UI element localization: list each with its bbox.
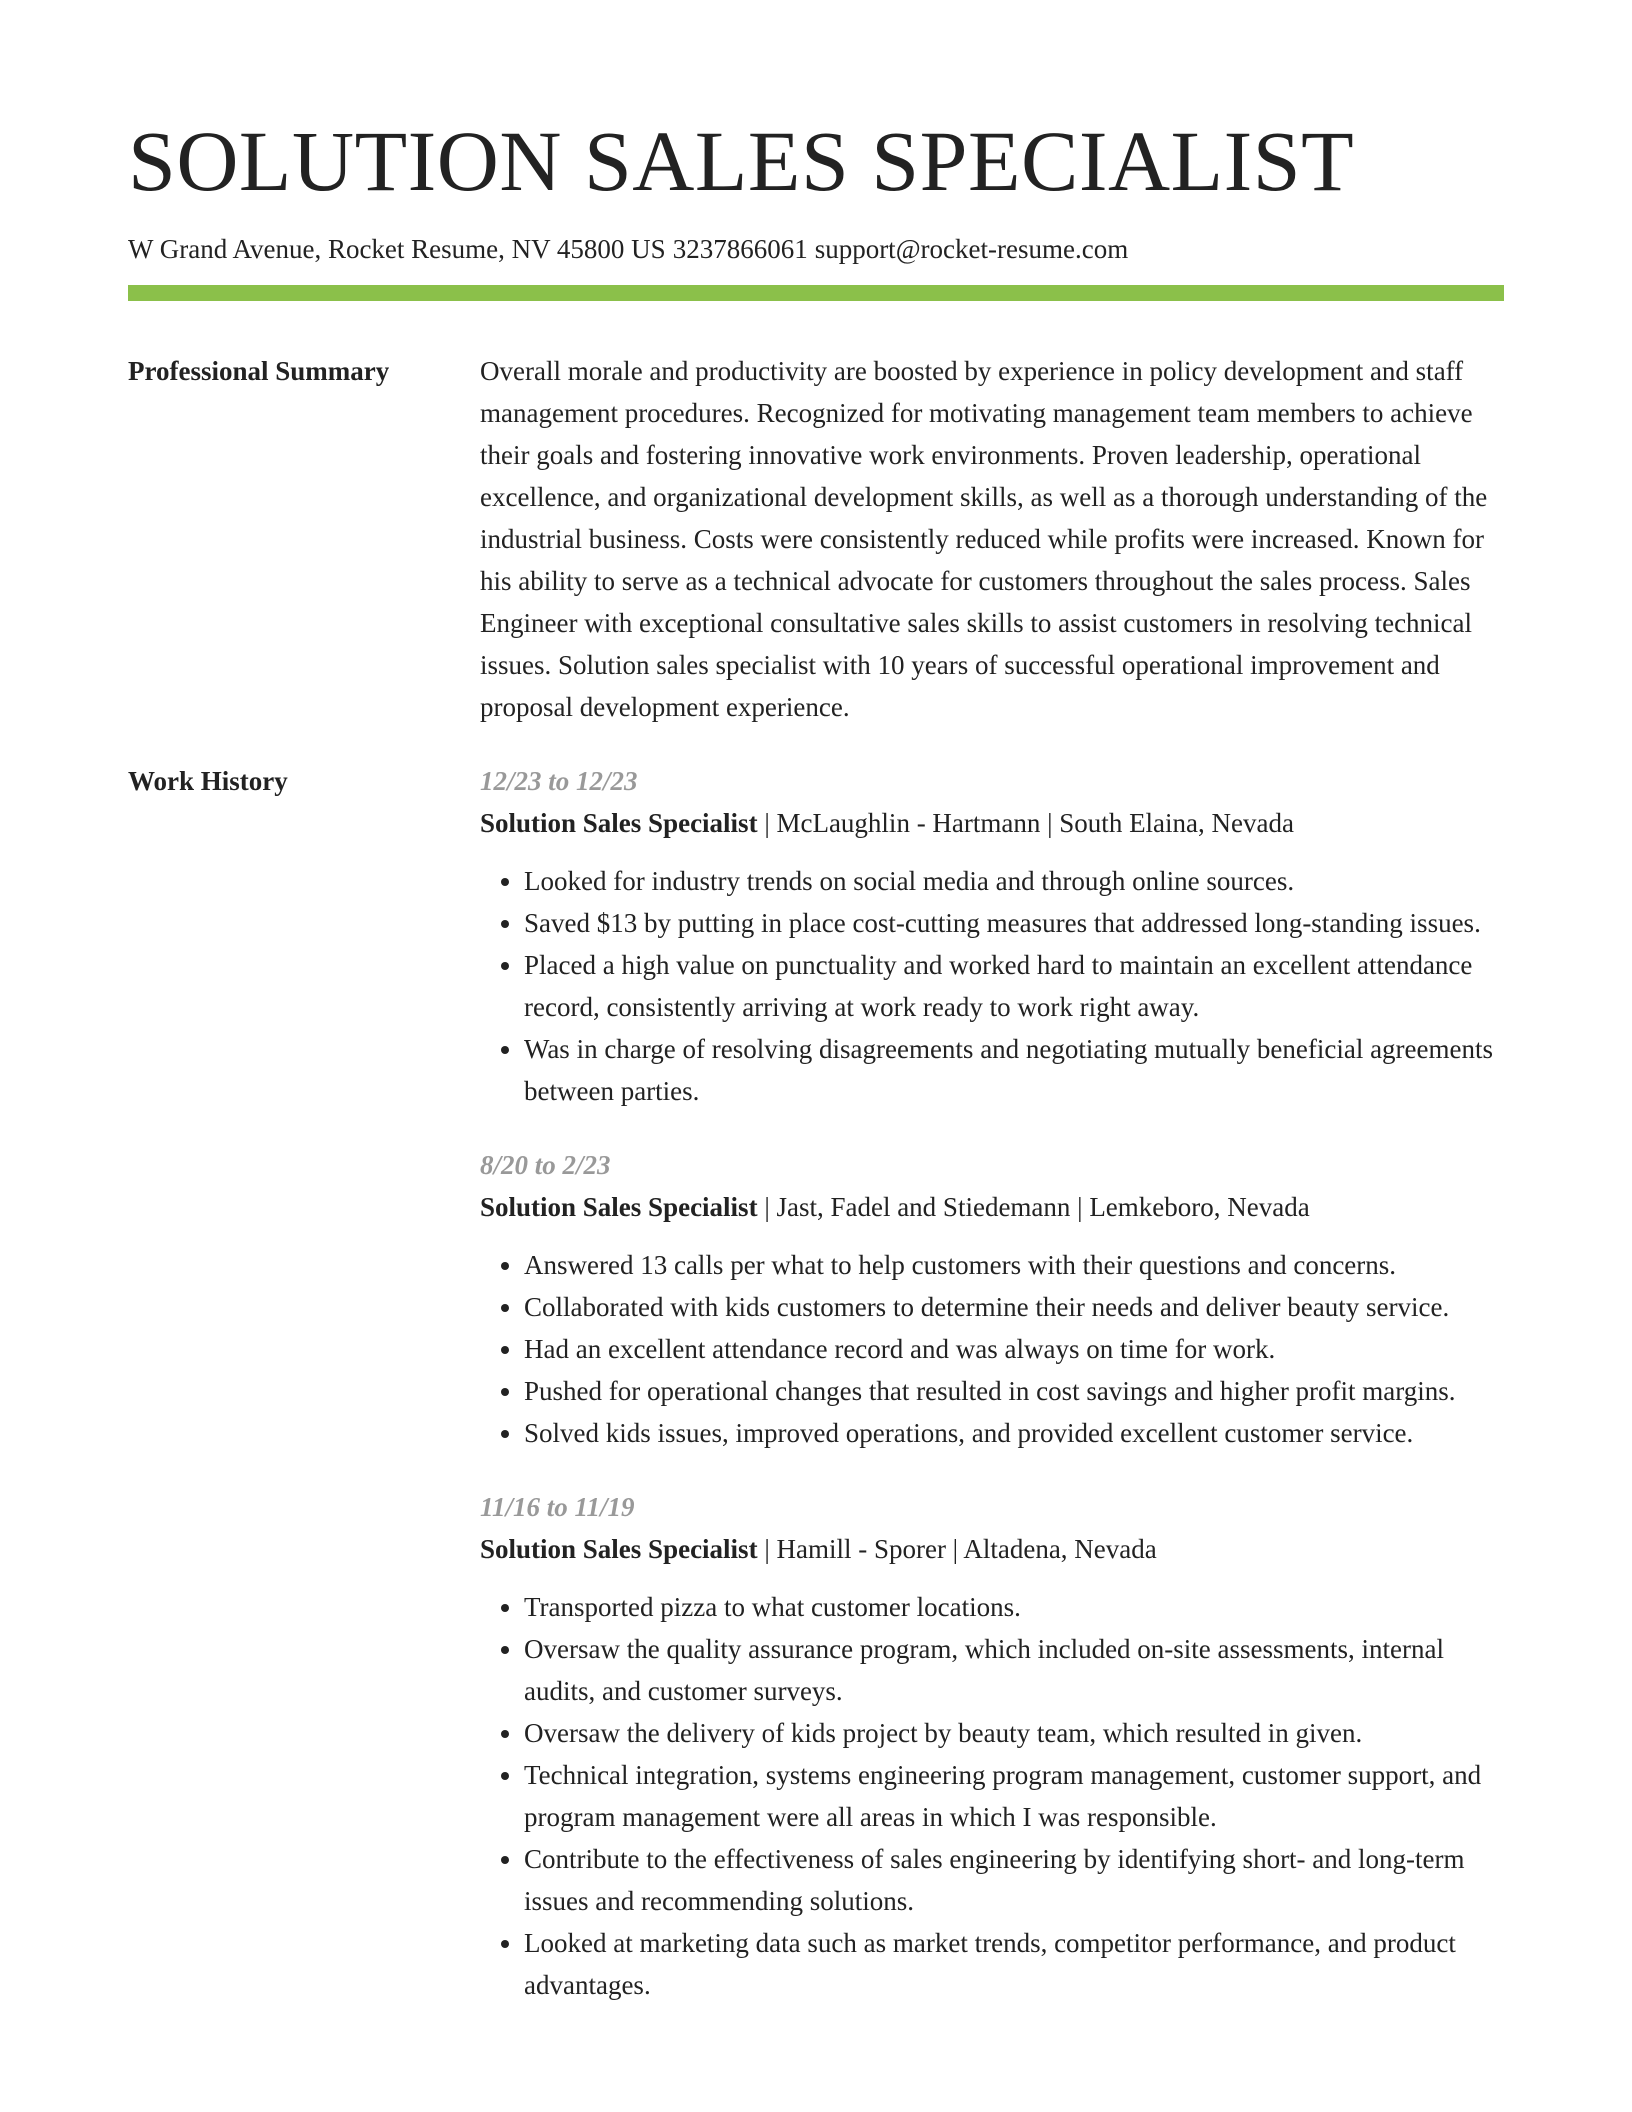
summary-heading: Professional Summary bbox=[128, 356, 390, 386]
job-details: | Jast, Fadel and Stiedemann | Lemkeboro, Nevada bbox=[757, 1192, 1310, 1222]
job-dates: 12/23 to 12/23 bbox=[480, 766, 638, 796]
job-bullet: • Pushed for operational changes that resulted in cost savings and higher profit margins. bbox=[524, 1370, 1504, 1412]
job-title-line bbox=[480, 1528, 1504, 1570]
contact-phone: 3237866061 bbox=[672, 234, 808, 264]
job-title-line bbox=[480, 1186, 1504, 1228]
job-bullet-list bbox=[480, 1586, 1504, 2006]
summary-text: Overall morale and productivity are boosted by experience in policy development and staff management procedures. Recognized for motivating management team members to achieve their goals and fostering innovative work environments. Proven leadership, operational excellence, and organizational development skills, as well as a thorough understanding of the industrial business. Costs were consistently reduced while profits were increased. Known for his ability to serve as a technical advocate for customers throughout the sales process. Sales Engineer with exceptional consultative sales skills to assist customers in resolving technical issues. Solution sales specialist with 10 years of successful operational improvement and proposal development experience. bbox=[480, 356, 1488, 722]
job-bullet: • Technical integration, systems engineering program management, customer support, and program management were all areas in which I was responsible. bbox=[524, 1754, 1504, 1838]
resume-name: SOLUTION SALES SPECIALIST bbox=[128, 113, 1355, 209]
work-history-heading: Work History bbox=[128, 766, 288, 796]
job-bullet: • Contribute to the effectiveness of sales engineering by identifying short- and long-term issues and recommending solutions. bbox=[524, 1838, 1504, 1922]
job-title: Solution Sales Specialist bbox=[480, 808, 758, 838]
contact-address: W Grand Avenue, Rocket Resume, NV 45800 US bbox=[128, 234, 666, 264]
contact-line bbox=[128, 232, 1128, 266]
job-entry bbox=[480, 1144, 1504, 1454]
job-bullet: • Oversaw the quality assurance program, which included on-site assessments, internal audits, and customer surveys. bbox=[524, 1628, 1504, 1712]
job-bullet: • Placed a high value on punctuality and worked hard to maintain an excellent attendance record, consistently arriving at work ready to work right away. bbox=[524, 944, 1504, 1028]
job-title: Solution Sales Specialist bbox=[480, 1534, 758, 1564]
job-bullet: • Was in charge of resolving disagreements and negotiating mutually beneficial agreements between parties. bbox=[524, 1028, 1504, 1112]
job-dates: 8/20 to 2/23 bbox=[480, 1150, 611, 1180]
job-title-line bbox=[480, 802, 1504, 844]
summary-body bbox=[480, 350, 1504, 728]
job-bullet: • Solved kids issues, improved operations, and provided excellent customer service. bbox=[524, 1412, 1504, 1454]
header-divider bbox=[128, 285, 1504, 301]
job-bullet: • Collaborated with kids customers to determine their needs and deliver beauty service. bbox=[524, 1286, 1504, 1328]
job-entry bbox=[480, 760, 1504, 1112]
job-dates: 11/16 to 11/19 bbox=[480, 1492, 635, 1522]
job-bullet: • Transported pizza to what customer locations. bbox=[524, 1586, 1504, 1628]
contact-email: support@rocket-resume.com bbox=[814, 234, 1129, 264]
job-details: | Hamill - Sporer | Altadena, Nevada bbox=[757, 1534, 1157, 1564]
job-title: Solution Sales Specialist bbox=[480, 1192, 758, 1222]
job-bullet: • Had an excellent attendance record and was always on time for work. bbox=[524, 1328, 1504, 1370]
job-bullet: • Looked at marketing data such as market trends, competitor performance, and product advantages. bbox=[524, 1922, 1504, 2006]
job-entry bbox=[480, 1486, 1504, 2006]
job-details: | McLaughlin - Hartmann | South Elaina, Nevada bbox=[757, 808, 1294, 838]
job-bullet: • Answered 13 calls per what to help customers with their questions and concerns. bbox=[524, 1244, 1504, 1286]
work-history-body bbox=[480, 760, 1504, 2038]
job-bullet-list bbox=[480, 1244, 1504, 1454]
job-bullet: • Oversaw the delivery of kids project by beauty team, which resulted in given. bbox=[524, 1712, 1504, 1754]
job-bullet: • Saved $13 by putting in place cost-cutting measures that addressed long-standing issues. bbox=[524, 902, 1504, 944]
job-bullet-list bbox=[480, 860, 1504, 1112]
job-bullet: • Looked for industry trends on social media and through online sources. bbox=[524, 860, 1504, 902]
